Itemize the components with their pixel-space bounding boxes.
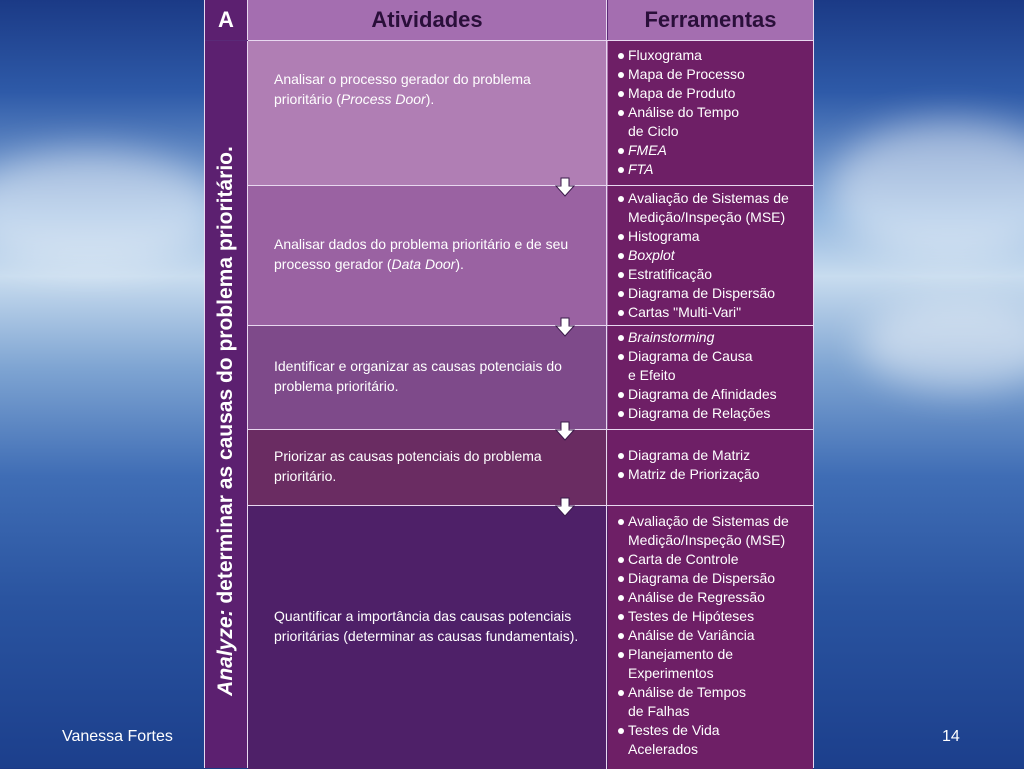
tool-item: Testes de Vida [618,721,811,740]
tool-item: Experimentos [628,665,714,681]
header-activities: Atividades [248,0,607,40]
tool-item: Análise de Variância [618,626,811,645]
tools-cell [608,41,813,186]
tool-item: Matriz de Priorização [618,465,811,484]
tool-item: FMEA [618,141,811,160]
tool-item: Testes de Hipóteses [618,607,811,626]
activity-cell [248,186,607,326]
activity-text: Analisar o processo gerador do problema prioritário (Process Door). [274,71,531,107]
tool-item: Fluxograma [618,46,811,65]
down-arrow-icon [555,421,575,441]
tool-item: Brainstorming [618,328,811,347]
header-tools: Ferramentas [608,0,813,40]
tools-cell [608,506,813,769]
tool-item: Diagrama de Causa [618,347,811,366]
tool-item: Diagrama de Relações [618,404,811,423]
down-arrow-icon [555,497,575,517]
footer-author: Vanessa Fortes [62,728,173,745]
side-label-text: determinar as causas do problema prioritário. [214,146,237,604]
tool-item: Medição/Inspeção (MSE) [628,532,786,548]
side-label-prefix: Analyze: [214,609,237,696]
activity-cell [248,430,607,506]
header-col-a: A [205,0,248,40]
activity-cell [248,326,607,430]
tool-item: Diagrama de Dispersão [618,284,811,303]
tools-cell [608,430,813,506]
activity-text: Quantificar a importância das causas potenciais prioritárias (determinar as causas fundamentais). [274,608,579,644]
tool-item: Cartas "Multi-Vari" [618,303,811,322]
tool-item: Avaliação de Sistemas de [618,189,811,208]
analyze-table [204,0,814,768]
tool-item: de Falhas [628,703,690,719]
table-row [248,185,813,326]
tool-item: Análise de Tempos [618,683,811,702]
tool-item: Planejamento de [618,645,811,664]
table-row [248,505,813,769]
down-arrow-icon [555,317,575,337]
tool-item: Análise de Regressão [618,588,811,607]
side-label-column [205,41,248,768]
table-row [248,429,813,506]
table-row [248,325,813,430]
tool-item: Medição/Inspeção (MSE) [628,209,786,225]
footer-page-number: 14 [942,728,960,745]
tool-item: Mapa de Processo [618,65,811,84]
cloud [0,150,220,270]
tool-item: Histograma [618,227,811,246]
activity-text: Priorizar as causas potenciais do problema prioritário. [274,448,542,484]
tool-item: Diagrama de Matriz [618,446,811,465]
tool-item: Análise do Tempo [618,103,811,122]
tool-item: de Ciclo [628,123,679,139]
tool-item: Diagrama de Dispersão [618,569,811,588]
activity-cell [248,41,607,186]
tool-item: Carta de Controle [618,550,811,569]
cloud [830,120,1024,260]
activity-text: Identificar e organizar as causas potenciais do problema prioritário. [274,358,562,394]
down-arrow-icon [555,177,575,197]
tool-item: Boxplot [618,246,811,265]
table-row [248,40,813,186]
tool-item: Estratificação [618,265,811,284]
tool-item: e Efeito [628,367,676,383]
tools-cell [608,326,813,430]
tool-item: Diagrama de Afinidades [618,385,811,404]
tool-item: Avaliação de Sistemas de [618,512,811,531]
tool-item: Acelerados [628,741,699,757]
tool-item: FTA [618,160,811,179]
activity-cell [248,506,607,769]
tools-cell [608,186,813,326]
activity-text: Analisar dados do problema prioritário e de seu processo gerador (Data Door). [274,236,569,272]
cloud [860,300,1024,390]
tool-item: Mapa de Produto [618,84,811,103]
side-label [214,146,238,696]
